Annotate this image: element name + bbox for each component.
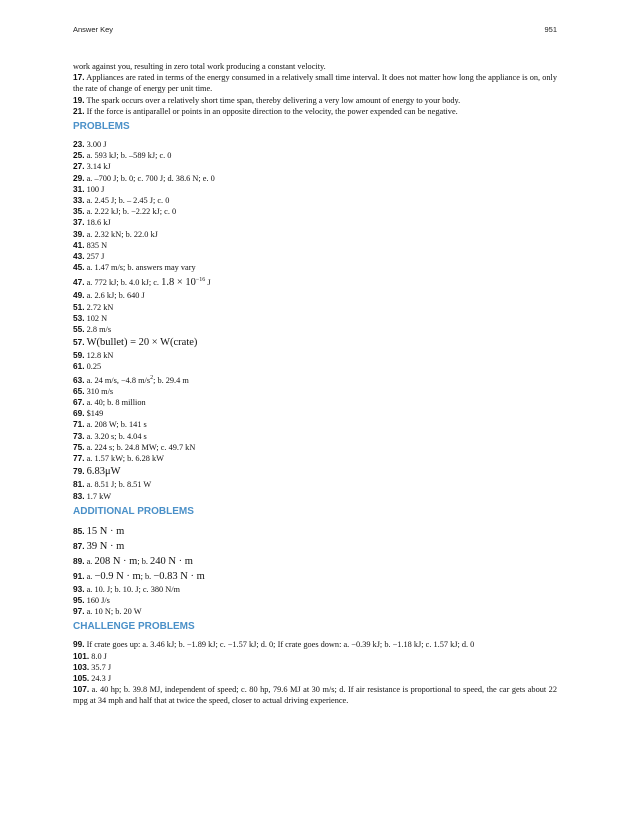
answer-item: [73, 150, 557, 161]
answer-number: 57.: [73, 337, 85, 348]
answer-item: [73, 206, 557, 217]
answer-number: 17.: [73, 72, 85, 83]
answer-number: 43.: [73, 251, 85, 262]
answer-text: 35.7 J: [91, 662, 112, 672]
answer-text: 160 J/s: [86, 595, 110, 605]
answer-number: 37.: [73, 217, 85, 228]
answer-item: [73, 397, 557, 408]
answer-text: a. 1.57 kW; b. 6.28 kW: [86, 454, 164, 464]
answer-item: [73, 419, 557, 430]
answer-item: [73, 95, 557, 106]
answer-item: [73, 584, 557, 595]
answer-math: 15 N · m: [86, 525, 125, 537]
answer-number: 103.: [73, 661, 90, 672]
answer-math: W(bullet) = 20 × W(crate): [86, 337, 198, 349]
answer-text: 100 J: [86, 184, 105, 194]
answer-item: [73, 442, 557, 453]
answer-item: [73, 539, 557, 554]
answer-text: Appliances are rated in terms of the energy consumed in a relatively small time interval. It does not matter how long the appliance is on, only the rate of change of energy per unit time.: [73, 73, 557, 94]
answer-text: If the force is antiparallel or points in an opposite direction to the velocity, the power expended can be negative.: [86, 106, 458, 116]
section-title-problems: PROBLEMS: [73, 121, 130, 133]
answer-item: [73, 302, 557, 313]
answer-number: 105.: [73, 672, 90, 683]
answer-math: −0.9 N · m: [94, 570, 141, 582]
challenge-problems-section: [73, 620, 557, 706]
answer-item: [73, 569, 557, 584]
page-number: 951: [544, 25, 557, 34]
running-head: Answer Key: [73, 25, 114, 34]
answer-number: 49.: [73, 290, 85, 301]
answer-item: [73, 313, 557, 324]
answer-number: 97.: [73, 606, 85, 617]
answer-item: [73, 373, 557, 386]
answer-item: [73, 72, 557, 94]
answer-number: 53.: [73, 312, 85, 323]
answer-number: 75.: [73, 441, 85, 452]
answer-item: [73, 639, 557, 650]
answer-item: [73, 161, 557, 172]
answer-number: 21.: [73, 105, 85, 116]
problems-section: [73, 120, 557, 502]
answer-item: [73, 350, 557, 361]
answer-item: [73, 262, 557, 273]
answer-item: [73, 386, 557, 397]
answer-number: 91.: [73, 570, 85, 581]
answer-text: a. 10. J; b. 10. J; c. 380 N/m: [86, 584, 180, 594]
answer-item: [73, 217, 557, 228]
answer-text: 8.0 J: [91, 651, 107, 661]
answer-item: [73, 195, 557, 206]
answer-text: 1.7 kW: [86, 491, 112, 501]
answer-item: [73, 290, 557, 301]
additional-problems-list: [73, 524, 557, 618]
problems-list: [73, 139, 557, 502]
answer-item: [73, 229, 557, 240]
answer-text: a. 2.45 J; b. – 2.45 J; c. 0: [86, 196, 170, 206]
answer-item: [73, 662, 557, 673]
answer-math: 208 N · m: [94, 555, 138, 567]
answer-number: 87.: [73, 540, 85, 551]
answer-text: 0.25: [86, 362, 102, 372]
answer-item: [73, 335, 557, 350]
answer-item: [73, 251, 557, 262]
answer-item: [73, 673, 557, 684]
answer-item: [73, 361, 557, 372]
answer-number: 45.: [73, 262, 85, 273]
answer-number: 41.: [73, 239, 85, 250]
answer-text: 3.14 kJ: [86, 162, 111, 172]
answer-number: 39.: [73, 228, 85, 239]
answer-text: If crate goes up: a. 3.46 kJ; b. −1.89 kJ; c. −1.57 kJ; d. 0; If crate goes down: a. −0.39 kJ; b. −1.18 kJ; c. 1.57 kJ; d. 0: [86, 640, 475, 650]
answer-text: 257 J: [86, 252, 105, 262]
answer-item: [73, 554, 557, 569]
answer-math: 6.83μW: [86, 466, 121, 478]
answer-item: [73, 184, 557, 195]
answer-number: 95.: [73, 594, 85, 605]
answer-number: 33.: [73, 195, 85, 206]
superscript: 2: [150, 374, 154, 381]
answer-text: a. 40 hp; b. 39.8 MJ, independent of speed; c. 80 hp, 79.6 MJ at 30 m/s; d. If air resistance is proportional to speed, the car gets about 22 mpg at 34 mph and half that at twice the speed, closer to actual driving experience.: [73, 685, 557, 706]
answer-item: [73, 139, 557, 150]
answer-number: 51.: [73, 301, 85, 312]
answer-text-after: ; b.: [137, 556, 148, 566]
answer-item: [73, 491, 557, 502]
answer-text: a. 2.32 kN; b. 22.0 kJ: [86, 229, 158, 239]
answer-text-after: J: [205, 278, 211, 288]
answer-text: 2.8 m/s: [86, 325, 112, 335]
answer-text: 102 N: [86, 313, 108, 323]
answer-number: 83.: [73, 490, 85, 501]
answer-number: 35.: [73, 206, 85, 217]
answer-item: [73, 464, 557, 479]
answer-number: 81.: [73, 479, 85, 490]
additional-problems-section: [73, 505, 557, 618]
answer-number: 67.: [73, 397, 85, 408]
answer-item: [73, 431, 557, 442]
answer-text: a. 1.47 m/s; b. answers may vary: [86, 263, 196, 273]
answer-item: [73, 324, 557, 335]
answer-number: 101.: [73, 650, 90, 661]
answer-item: [73, 106, 557, 117]
answer-item: [73, 524, 557, 539]
answer-item: [73, 606, 557, 617]
answer-number: 93.: [73, 583, 85, 594]
answer-text: a. 10 N; b. 20 W: [86, 607, 142, 617]
answer-text: $149: [86, 409, 104, 419]
answer-math: 39 N · m: [86, 540, 125, 552]
answer-item: [73, 240, 557, 251]
answer-item: [73, 595, 557, 606]
answer-number: 63.: [73, 374, 85, 385]
answer-text: a.: [86, 571, 93, 581]
answer-text: 12.8 kN: [86, 351, 114, 361]
answer-item: [73, 453, 557, 464]
answer-number: 47.: [73, 277, 85, 288]
answer-number: 65.: [73, 385, 85, 396]
answer-math: 1.8 × 10: [161, 277, 196, 289]
superscript: −16: [195, 277, 206, 284]
answer-item: [73, 479, 557, 490]
answer-math: 240 N · m: [150, 555, 193, 567]
answer-number: 73.: [73, 430, 85, 441]
intro-answers: [73, 61, 557, 117]
answer-item: [73, 61, 557, 72]
answer-text: a. 593 kJ; b. –589 kJ; c. 0: [86, 151, 172, 161]
section-title-additional: ADDITIONAL PROBLEMS: [73, 505, 194, 517]
answer-number: 19.: [73, 94, 85, 105]
answer-text: a. 2.22 kJ; b. −2.22 kJ; c. 0: [86, 207, 177, 217]
answer-text-after: ; b.: [140, 571, 152, 581]
answer-text: a. 40; b. 8 million: [86, 398, 146, 408]
answer-item: [73, 273, 557, 290]
challenge-problems-list: [73, 639, 557, 706]
answer-number: 27.: [73, 161, 85, 172]
answer-number: 85.: [73, 525, 85, 536]
answer-text: a. 772 kJ; b. 4.0 kJ; c.: [86, 278, 159, 288]
answer-text: a. 208 W; b. 141 s: [86, 420, 147, 430]
answer-number: 55.: [73, 324, 85, 335]
answer-math: −0.83 N · m: [153, 570, 205, 582]
answer-number: 69.: [73, 408, 85, 419]
answer-text: a. 3.20 s; b. 4.04 s: [86, 431, 147, 441]
answer-text: a. 2.6 kJ; b. 640 J: [86, 291, 145, 301]
answer-text: work against you, resulting in zero total work producing a constant velocity.: [73, 62, 326, 71]
answer-text: 835 N: [86, 240, 108, 250]
page-header: [73, 25, 557, 37]
answer-text: 310 m/s: [86, 386, 114, 396]
answer-number: 77.: [73, 453, 85, 464]
answer-number: 59.: [73, 350, 85, 361]
answer-item: [73, 684, 557, 706]
answer-number: 99.: [73, 639, 85, 650]
answer-text: a. 24 m/s, −4.8 m/s: [86, 375, 151, 385]
answer-number: 23.: [73, 139, 85, 150]
answer-number: 79.: [73, 466, 85, 477]
section-title-challenge: CHALLENGE PROBLEMS: [73, 621, 195, 633]
answer-number: 89.: [73, 555, 85, 566]
answer-text-after: ; b. 29.4 m: [153, 375, 189, 385]
answer-number: 25.: [73, 150, 85, 161]
answer-item: [73, 408, 557, 419]
answer-number: 29.: [73, 172, 85, 183]
answer-key-content: [73, 61, 557, 707]
answer-text: a.: [86, 556, 93, 566]
answer-text: a. 224 s; b. 24.8 MW; c. 49.7 kN: [86, 442, 196, 452]
answer-number: 107.: [73, 684, 90, 695]
answer-item: [73, 173, 557, 184]
answer-text: a. 8.51 J; b. 8.51 W: [86, 480, 152, 490]
answer-number: 61.: [73, 361, 85, 372]
answer-number: 31.: [73, 183, 85, 194]
answer-text: 2.72 kN: [86, 302, 114, 312]
answer-text: 24.3 J: [91, 673, 112, 683]
answer-item: [73, 651, 557, 662]
answer-text: The spark occurs over a relatively short time span, thereby delivering a very low amount of energy to your body.: [86, 95, 461, 105]
answer-text: 18.6 kJ: [86, 218, 111, 228]
answer-text: a. –700 J; b. 0; c. 700 J; d. 38.6 N; e. 0: [86, 173, 215, 183]
answer-text: 3.00 J: [86, 140, 107, 150]
answer-number: 71.: [73, 419, 85, 430]
